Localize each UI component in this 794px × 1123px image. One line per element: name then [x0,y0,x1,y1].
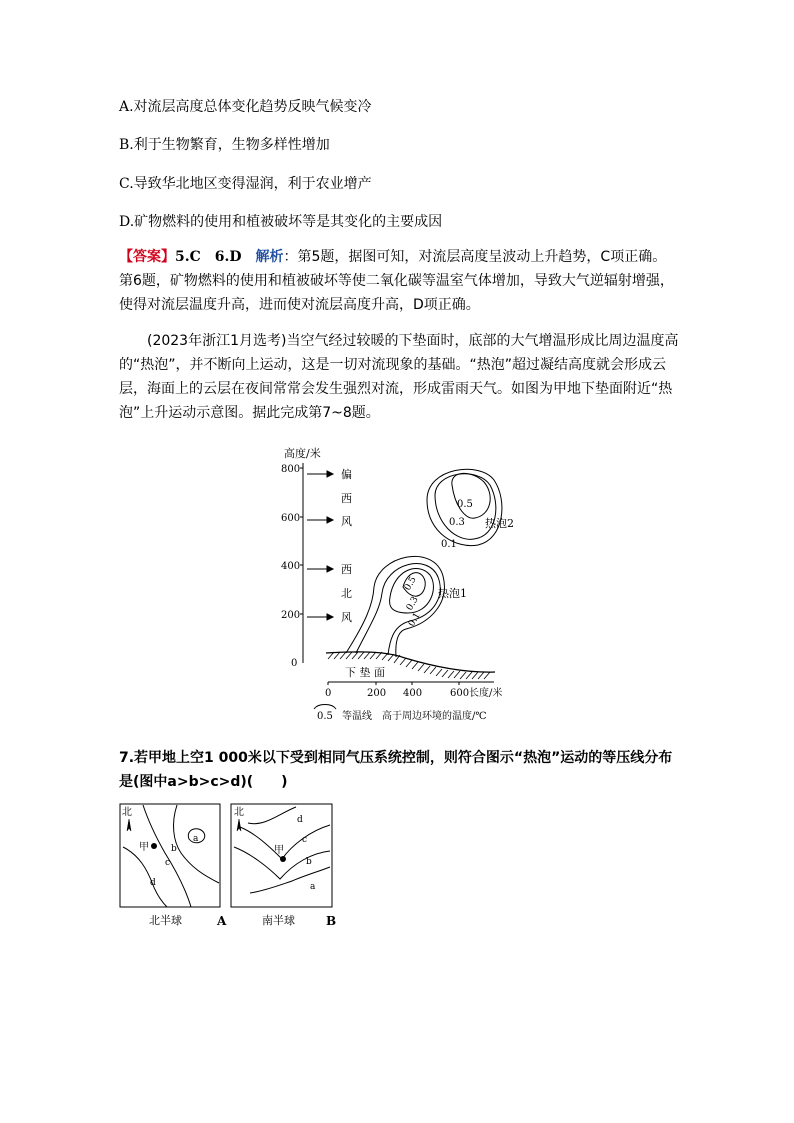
option-d: D.矿物燃料的使用和植被破坏等是其变化的主要成因 [119,214,443,230]
map-a-isobar-b: b [171,844,177,854]
map-a-isobar-a: a [193,834,199,844]
legend-value: 0.5 [317,711,333,722]
bubble-1-label-01: 0.1 [406,611,423,629]
map-a-isobar-d: d [150,878,156,888]
x-tick-200: 200 [367,688,387,699]
map-a [119,803,229,931]
y-tick-400: 400 [281,561,301,572]
map-b-caption: 南半球 [262,914,295,927]
question-7: 7.若甲地上空1 000米以下受到相同气压系统控制，则符合图示“热泡”运动的等压线分布是(图中a>b>c>d)( ) [119,750,673,790]
option-a: A.对流层高度总体变化趋势反映气候变冷 [119,99,372,115]
bubble-2-label-01: 0.1 [441,539,457,550]
wind-char-5: 北 [341,587,352,600]
wind-char-2: 西 [341,492,352,505]
y-tick-800: 800 [281,464,301,475]
answer-tag: 【答案】 [119,249,175,265]
bubble-1-label-03: 0.3 [404,595,421,613]
x-tick-0: 0 [325,688,332,699]
y-axis-label: 高度/米 [284,447,321,460]
surface-label: 下 垫 面 [345,666,385,679]
wind-arrows [307,471,333,620]
map-b-north-label: 北 [234,807,244,818]
intro-passage: (2023年浙江1月选考)当空气经过较暖的下垫面时，底部的大气增温形成比周边温度高的“热泡”，并不断向上运动，这是一切对流现象的基础。“热泡”超过凝结高度就会形成云层，海面上的云层在夜间常常会发生强烈对流，形成雷雨天气。如图为甲地下垫面附近“热泡”上升运动示意图。据此完成第7~8题。 [119,333,679,421]
bubble-2-label-03: 0.3 [449,517,465,528]
wind-char-6: 风 [341,611,352,624]
option-c: C.导致华北地区变得湿润，利于农业增产 [119,176,372,192]
y-tick-200: 200 [281,610,301,621]
y-tick-0: 0 [291,658,298,669]
wind-char-1: 偏 [341,468,352,481]
option-b: B.利于生物繁育，生物多样性增加 [119,137,330,153]
answer-paragraph [119,245,679,317]
bubble-2-label: 热泡2 [485,517,514,530]
map-b-point-label: 甲 [274,845,284,856]
map-a-north-arrow-icon [127,819,131,831]
map-b [230,803,350,931]
y-tick-600: 600 [281,513,301,524]
wind-char-4: 西 [341,563,352,576]
bubble-1-label-05: 0.5 [402,575,419,593]
x-tick-600: 600 [450,688,470,699]
map-b-letter: B [326,914,337,928]
x-tick-400: 400 [403,688,423,699]
map-b-isobar-c: c [302,835,308,845]
bubble-1-contours [346,556,444,657]
map-b-isobar-d: d [297,815,303,825]
map-b-north-arrow-icon [237,819,241,831]
answer-text: ：第5题，据图可知，对流层高度呈波动上升趋势，C项正确。第6题，矿物燃料的使用和植被破坏等使二氧化碳等温室气体增加，导致大气逆辐射增强，使得对流层温度升高，进而使对流层高度升高，D项正确。 [119,249,674,313]
wind-char-3: 风 [341,515,352,528]
map-a-isobar-c: c [165,858,171,868]
map-a-caption: 北半球 [149,914,182,927]
map-a-point-label: 甲 [139,842,149,853]
legend-text: 等温线 高于周边环境的温度/℃ [342,711,487,722]
legend-isotherm-icon [314,705,336,710]
jiexi-label: 解析 [255,249,284,265]
map-b-isobar-a: a [310,882,316,892]
map-a-letter: A [217,914,227,928]
bubble-2-label-05: 0.5 [457,499,473,510]
map-a-isobars [123,805,219,907]
x-axis-label: 长度/米 [469,688,503,699]
answer-key: 5.C 6.D [175,249,256,265]
map-a-north-label: 北 [122,807,132,818]
thermal-bubble-figure [270,445,530,730]
map-a-point-jia [151,843,157,849]
map-b-point-jia [280,856,286,862]
bubble-1-label: 热泡1 [438,587,467,600]
map-b-isobar-b: b [306,857,312,867]
